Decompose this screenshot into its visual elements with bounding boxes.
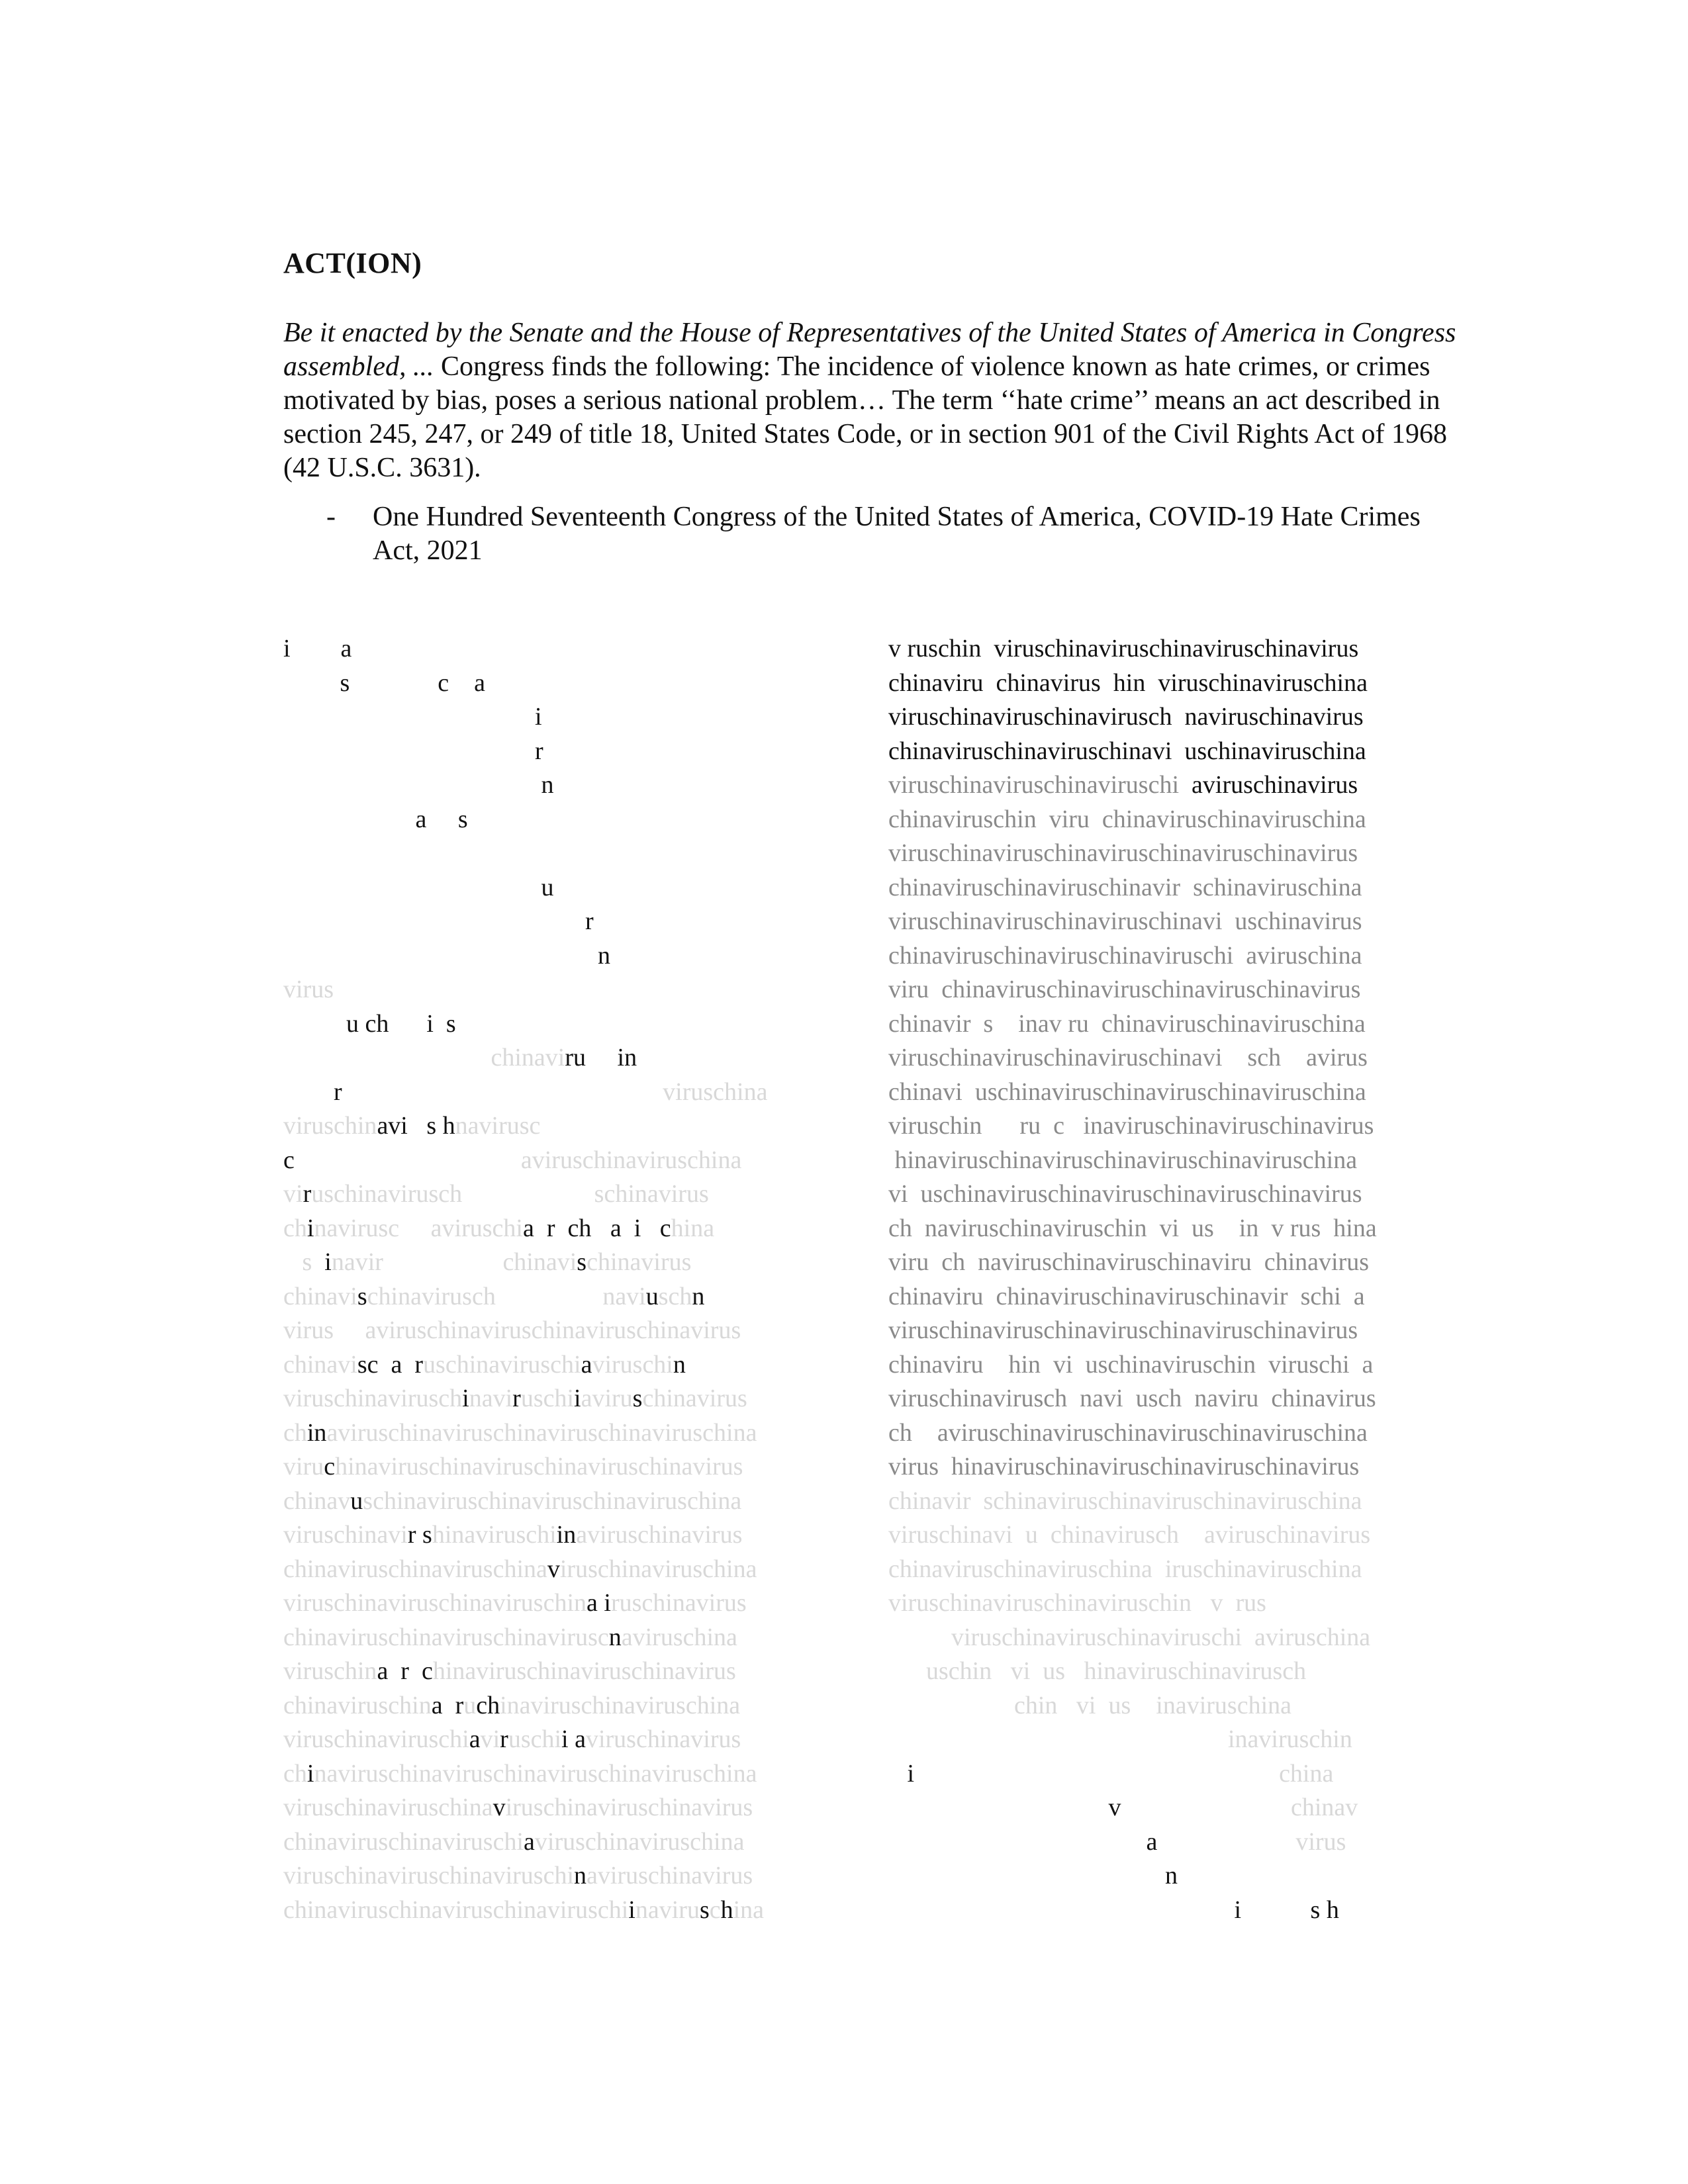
left-poem-line — [283, 1893, 846, 1928]
left-poem-line — [283, 1075, 846, 1110]
attribution-dash: - — [326, 502, 336, 532]
poem-fragment: aviruschinaviruschinaviruschinaviruschina — [326, 1418, 757, 1447]
poem-fragment: v — [888, 1794, 1121, 1821]
right-poem-line — [888, 1075, 1451, 1110]
left-poem-line — [283, 735, 846, 769]
poem-fragment: avi s h — [377, 1112, 455, 1140]
poem-fragment: uschin vi us hinaviruschinavirusch — [888, 1657, 1307, 1685]
poem-fragment: viruschinaviruschinaviruschi — [283, 1862, 575, 1889]
poem-fragment: chinavirusch navi — [367, 1282, 646, 1310]
left-poem-line — [283, 1041, 846, 1075]
poem-fragment: n — [673, 1350, 686, 1379]
poem-fragment: viru chinaviruschinaviruschinaviruschinavirus — [888, 976, 1361, 1003]
poem-fragment: virus aviruschinaviruschinaviruschinavirus — [283, 1316, 741, 1344]
poem-fragment: r — [512, 1385, 521, 1412]
poem-fragment: hinaviruschi — [432, 1521, 557, 1549]
poem-fragment: naviruschinaviruschinaviruschinaviruschina — [314, 1759, 757, 1788]
poem-fragment: chinaviruschinaviruschinaviruschi aviruschina — [888, 941, 1362, 970]
right-poem-line — [888, 1450, 1451, 1484]
poem-fragment: v ruschin viruschinaviruschinaviruschinavirus — [888, 635, 1359, 662]
left-poem-line — [283, 1280, 846, 1314]
left-poem-line — [283, 1314, 846, 1348]
poem-fragment: ch — [476, 1691, 500, 1719]
poem-fragment: chinaviruschinaviruschinavirusc — [283, 1623, 609, 1651]
left-poem-line — [283, 1689, 846, 1723]
poem-fragment: aviruschinavirus — [1192, 771, 1358, 799]
left-poem-line — [283, 1757, 846, 1792]
right-poem-line — [888, 1553, 1451, 1587]
poem-fragment: viruschin ru c inaviruschinaviruschinavirus — [888, 1112, 1374, 1140]
poem-fragment: viruschinavi u chinavirusch aviruschinavirus — [888, 1521, 1371, 1549]
right-poem-line — [888, 1859, 1451, 1893]
left-poem-line — [283, 1007, 846, 1042]
poem-fragment: sch — [658, 1282, 692, 1310]
left-poem-line — [283, 1859, 846, 1893]
poem-fragment: r — [283, 1077, 342, 1106]
right-poem-column — [888, 632, 1451, 1927]
poem-fragment: hinaviruschinaviruschinaviruschinaviruschina — [888, 1146, 1358, 1174]
left-poem-line — [283, 1621, 846, 1655]
right-poem-line — [888, 666, 1451, 701]
left-poem-line — [283, 905, 846, 939]
poem-fragment: ru in — [565, 1044, 637, 1071]
poem-fragment: viruschinaviruschinaviruschin v rus — [888, 1589, 1266, 1617]
poem-fragment: s — [283, 1248, 325, 1276]
poem-fragment: viru — [283, 1453, 324, 1480]
poem-fragment: hina — [671, 1214, 715, 1242]
poem-fragment: virus hinaviruschinaviruschinaviruschinavirus — [888, 1453, 1360, 1480]
poem-fragment: chinaviruschinaviruschinaviruschi — [283, 1895, 629, 1924]
right-poem-line — [888, 1655, 1451, 1689]
poem-fragment: viruschinaviruschinaviruschin — [283, 1589, 587, 1617]
left-poem-line — [283, 1416, 846, 1451]
left-poem-line — [283, 632, 846, 666]
poem-fragment: ch — [283, 1214, 307, 1242]
epigraph-italic: Be it enacted by the Senate and the House of Representatives of the United States of America in Congress assembled, ... — [283, 318, 1456, 382]
poem-fragment: chinav — [1121, 1794, 1358, 1821]
poem-fragment: a — [888, 1827, 1158, 1856]
poem-fragment: viruschinavi — [283, 1521, 408, 1549]
poem-fragment: chinaviruschinaviruschina — [283, 1555, 547, 1583]
poem-fragment: in — [306, 1418, 327, 1447]
right-poem-line — [888, 1791, 1451, 1825]
poem-fragment: s — [632, 1385, 643, 1412]
poem-fragment: aviruschinavirus — [586, 1862, 753, 1889]
right-poem-line — [888, 1825, 1451, 1860]
poem-fragment: hinaviruschinaviruschinavirus — [432, 1657, 736, 1685]
poem-fragment: i a — [283, 635, 352, 662]
poem-fragment: chinavirus — [586, 1248, 692, 1276]
right-poem-line — [888, 1586, 1451, 1621]
left-poem-line — [283, 1553, 846, 1587]
left-poem-line — [283, 871, 846, 905]
left-poem-line — [283, 837, 846, 871]
right-poem-line — [888, 1893, 1451, 1928]
left-poem-line — [283, 1825, 846, 1860]
poem-fragment: in — [556, 1521, 577, 1549]
poem-fragment: viruschinaviruschina — [283, 1794, 493, 1821]
left-poem-line — [283, 1382, 846, 1416]
poem-fragment: s — [699, 1895, 710, 1924]
right-poem-line — [888, 905, 1451, 939]
poem-fragment: i — [324, 1248, 332, 1276]
poem-fragment: virus — [1157, 1827, 1346, 1856]
right-poem-line — [888, 1723, 1451, 1757]
right-poem-line — [888, 1314, 1451, 1348]
poem-fragment: n — [888, 1862, 1178, 1889]
right-poem-line — [888, 1212, 1451, 1246]
poem-fragment: a s — [283, 805, 468, 833]
left-poem-line — [283, 1518, 846, 1553]
poem-fragment: viruschinavirus — [585, 1725, 741, 1753]
poem-fragment: v — [547, 1555, 560, 1583]
left-poem-line — [283, 1655, 846, 1689]
left-poem-line — [283, 1484, 846, 1519]
right-poem-line — [888, 1041, 1451, 1075]
poem-fragment: chinavi uschinaviruschinaviruschinaviruschina — [888, 1077, 1366, 1106]
poem-fragment: aviruschinavirus — [576, 1521, 743, 1549]
poem-fragment: navi — [469, 1385, 513, 1412]
left-poem-line — [283, 1348, 846, 1383]
poem-fragment: a r — [431, 1691, 464, 1719]
poem-fragment: u ch i s — [283, 1009, 456, 1038]
poem-fragment: a — [469, 1725, 481, 1753]
poem-fragment: r — [500, 1725, 508, 1753]
poem-fragment: uschi — [508, 1725, 562, 1753]
left-poem-line — [283, 1109, 846, 1144]
poem-fragment: a i — [586, 1589, 611, 1617]
poem-fragment: r — [303, 1180, 312, 1208]
left-poem-line — [283, 1177, 846, 1212]
poem-fragment: schinaviruschinaviruschinaviruschina — [363, 1486, 742, 1515]
poem-fragment: chinaviruschin viru chinaviruschinaviruschina — [888, 805, 1366, 833]
right-poem-line — [888, 1757, 1451, 1792]
poem-fragment: u — [645, 1282, 659, 1310]
poem-fragment: hina — [1248, 1691, 1291, 1719]
right-poem-line — [888, 1348, 1451, 1383]
poem-fragment: aviru — [581, 1385, 633, 1412]
poem-fragment: ch — [283, 1418, 307, 1447]
poem-fragment: viruschinaviruschinaviruschinaviruschinavirus — [888, 839, 1358, 867]
poem-fragment: viruschinavirusch — [283, 1385, 463, 1412]
left-poem-line — [283, 1246, 846, 1280]
left-poem-line — [283, 803, 846, 837]
poem-fragment: vi — [283, 1180, 303, 1208]
poem-fragment: navir chinavi — [331, 1248, 577, 1276]
poem-fragment: chinaviru hin vi uschinaviruschin viruschi a — [888, 1350, 1374, 1379]
epigraph-text: Congress finds the following: The incidence of violence known as hate crimes, or crimes motivated by bias, poses a serious national problem… The term ‘‘hate crime’’ means an act described in section 245, 247, or 249 of title 18, United States Code, or in section 901 of the Civil Rights Act of 1968 (42 U.S.C. 3631). — [283, 351, 1447, 483]
right-poem-line — [888, 871, 1451, 905]
poem-fragment: chinaviruschinaviruschina iruschinaviruschina — [888, 1555, 1362, 1583]
poem-fragment: chinavir schinaviruschinaviruschinaviruschina — [888, 1486, 1362, 1515]
page-title: ACT(ION) — [283, 247, 422, 279]
poem-fragment: ruschinavirus — [610, 1589, 747, 1617]
poem-fragment: viru ch naviruschinaviruschinaviru chinavirus — [888, 1248, 1370, 1276]
right-poem-line — [888, 939, 1451, 974]
poem-fragment: u — [463, 1691, 477, 1719]
right-poem-line — [888, 1621, 1451, 1655]
poem-fragment: c — [709, 1895, 721, 1924]
poem-fragment: chinav — [283, 1486, 351, 1515]
poem-fragment: chinavir s inav ru chinaviruschinaviruschina — [888, 1009, 1366, 1038]
poem-fragment: aviruschinaviruschina — [294, 1146, 742, 1174]
poem-fragment: viruschinaviruschinaviruschinavi uschinavirus — [888, 907, 1362, 935]
poem-fragment: i — [306, 1214, 314, 1242]
left-poem-line — [283, 1586, 846, 1621]
poem-fragment: i — [888, 1759, 915, 1788]
poem-fragment: iruschinaviruschinavirus — [505, 1794, 753, 1821]
right-poem-line — [888, 1689, 1451, 1723]
poem-fragment: viruschinaviruschinavirusch naviruschinavirus — [888, 703, 1364, 731]
poem-fragment: s c a — [283, 668, 486, 697]
poem-fragment: v — [492, 1794, 506, 1821]
left-poem-line — [283, 939, 846, 974]
left-poem-line — [283, 768, 846, 803]
left-poem-line — [283, 1212, 846, 1246]
right-poem-line — [888, 973, 1451, 1007]
left-poem-line — [283, 1144, 846, 1178]
poem-fragment: ch aviruschinaviruschinaviruschinaviruschina — [888, 1418, 1368, 1447]
right-poem-line — [888, 632, 1451, 666]
poem-fragment: s — [577, 1248, 587, 1276]
right-poem-line — [888, 1246, 1451, 1280]
poem-fragment: viruschinaviruschi — [283, 1725, 469, 1753]
poem-fragment: u — [283, 873, 554, 901]
poem-fragment: chinavirus — [642, 1385, 747, 1412]
poem-fragment: i — [306, 1759, 314, 1788]
poem-fragment: i — [628, 1895, 635, 1924]
poem-fragment: c — [324, 1453, 336, 1480]
poem-fragment: r s — [407, 1521, 432, 1549]
poem-fragment: viruschinaviruschinaviruschi — [888, 771, 1192, 799]
attribution-text: One Hundred Seventeenth Congress of the United States of America, COVID-19 Hate Crimes Act, 2021 — [373, 502, 1421, 566]
poem-fragment: i s h — [888, 1895, 1339, 1924]
poem-fragment: viruschinaviruschinaviruschi aviruschina — [888, 1623, 1371, 1651]
poem-fragment: i — [462, 1385, 469, 1412]
poem-fragment: ch — [283, 1759, 307, 1788]
poem-fragment: r — [283, 907, 594, 935]
poem-fragment: china — [914, 1759, 1334, 1788]
poem-fragment: naviru — [635, 1895, 700, 1924]
poem-fragment: i — [283, 703, 542, 731]
poem-fragment: i a — [561, 1725, 586, 1753]
poem-fragment: viruschina — [342, 1077, 768, 1106]
right-poem-line — [888, 1416, 1451, 1451]
poem-fragment: aviruschina — [621, 1623, 737, 1651]
poem-fragment: chinavi — [283, 1350, 357, 1379]
poem-fragment: vi uschinaviruschinaviruschinaviruschinavirus — [888, 1180, 1362, 1208]
poem-fragment: s — [357, 1282, 367, 1310]
epigraph-quote — [283, 316, 1462, 485]
poem-fragment: vi — [480, 1725, 500, 1753]
right-poem-line — [888, 1144, 1451, 1178]
right-poem-line — [888, 1484, 1451, 1519]
poem-fragment: n — [608, 1623, 622, 1651]
poem-fragment: chinaviruschinaviruschi — [283, 1827, 524, 1856]
left-poem-column — [283, 632, 846, 1927]
left-poem-line — [283, 1791, 846, 1825]
poem-fragment: n — [574, 1862, 587, 1889]
poem-fragment: c — [283, 1146, 295, 1174]
right-poem-line — [888, 1382, 1451, 1416]
poem-fragment: chinaviru chinavirus hin viruschinaviruschina — [888, 668, 1368, 697]
right-poem-line — [888, 1518, 1451, 1553]
poem-fragment: a — [581, 1350, 592, 1379]
poem-fragment: chinaviruschinaviruschinavi uschinaviruschina — [888, 737, 1366, 765]
poem-fragment: n — [692, 1282, 705, 1310]
poem-fragment: chinavi — [283, 1282, 357, 1310]
poem-fragment: i — [574, 1385, 581, 1412]
right-poem-line — [888, 837, 1451, 871]
poem-fragment: viruschinaviruschinaviruschinavi sch avirus — [888, 1044, 1368, 1071]
poem-fragment: hinaviruschinaviruschinaviruschinavirus — [335, 1453, 743, 1480]
poem-fragment: ina — [733, 1895, 765, 1924]
poem-fragment: chinaviruschin — [283, 1691, 432, 1719]
poem-fragment: viruschin — [283, 1657, 377, 1685]
poem-fragment: sc a r — [357, 1350, 424, 1379]
poem-fragment: ch naviruschinaviruschin vi us in v rus hina — [888, 1214, 1377, 1242]
poem-fragment: inaviruschin — [888, 1725, 1352, 1753]
poem-fragment: chinavi — [283, 1044, 565, 1071]
right-poem-line — [888, 803, 1451, 837]
poem-fragment: n — [283, 941, 610, 970]
poem-fragment: a — [524, 1827, 535, 1856]
poem-fragment: uschinavirusch schinavirus — [311, 1180, 709, 1208]
right-poem-line — [888, 700, 1451, 735]
poem-fragment: a r c — [377, 1657, 433, 1685]
poem-fragment: a r ch a i c — [522, 1214, 671, 1242]
poem-fragment: r — [283, 737, 543, 765]
right-poem-line — [888, 1177, 1451, 1212]
right-poem-line — [888, 1280, 1451, 1314]
poem-fragment: viruschinaviruschina — [534, 1827, 745, 1856]
poem-fragment: inaviruschinaviruschina — [500, 1691, 741, 1719]
poem-fragment: h — [720, 1895, 733, 1924]
poem-fragment: chinaviru chinaviruschinaviruschinavir schi a — [888, 1282, 1365, 1310]
right-poem-line — [888, 735, 1451, 769]
left-poem-line — [283, 973, 846, 1007]
poem-fragment: viruschinaviruschinaviruschinaviruschinavirus — [888, 1316, 1358, 1344]
poem-fragment: u — [350, 1486, 363, 1515]
left-poem-line — [283, 666, 846, 701]
poem-fragment: viruschinavirusch navi usch naviru chinavirus — [888, 1385, 1376, 1412]
poem-fragment: chinaviruschinaviruschinavir schinaviruschina — [888, 873, 1362, 901]
poem-fragment: uschinaviruschi — [423, 1350, 581, 1379]
right-poem-line — [888, 1109, 1451, 1144]
left-poem-line — [283, 700, 846, 735]
poem-fragment: viruschi — [592, 1350, 673, 1379]
poem-fragment: viruschin — [283, 1112, 377, 1140]
poem-fragment: virus — [283, 976, 334, 1003]
poem-fragment: iruschinaviruschina — [559, 1555, 757, 1583]
right-poem-line — [888, 768, 1451, 803]
poem-fragment: uschi — [520, 1385, 575, 1412]
poem-fragment: n — [283, 771, 554, 799]
poem-fragment: navirusc — [455, 1112, 541, 1140]
left-poem-line — [283, 1723, 846, 1757]
left-poem-line — [283, 1450, 846, 1484]
poem-fragment: navirusc aviruschi — [314, 1214, 523, 1242]
right-poem-line — [888, 1007, 1451, 1042]
poem-fragment: chin vi us inavirusc — [888, 1691, 1248, 1719]
